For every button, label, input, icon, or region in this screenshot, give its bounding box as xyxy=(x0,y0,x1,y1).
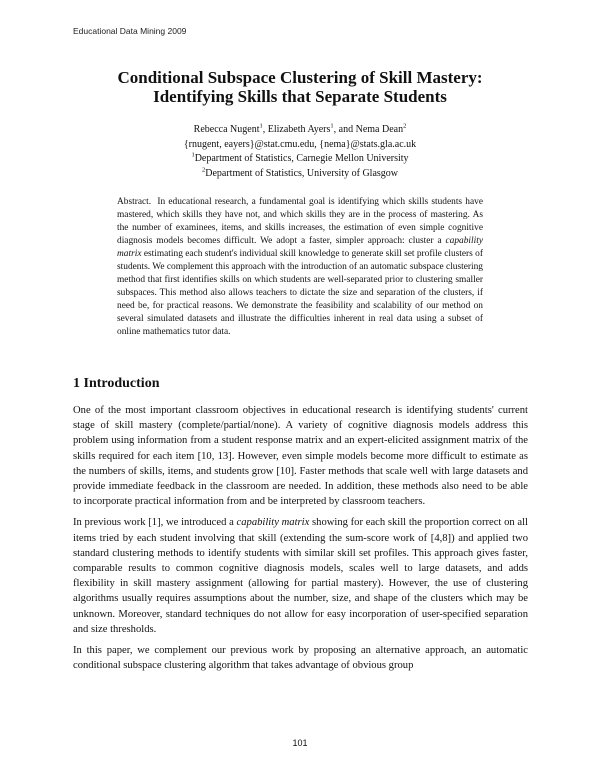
abstract-text-1: In educational research, a fundamental goal is identifying which skills students have mastered, which skills they have not, and which skills they are in the process of mastering. As the number of examinees, items, and skills increases, the estimation of even simple cognitive diagnosis models becomes difficult. We adopt a faster, simpler approach: cluster a xyxy=(117,197,483,246)
paragraph-1: One of the most important classroom objectives in educational research is identifying students' current stage of skill mastery (complete/partial/none). A variety of cognitive diagnosis models address this problem using information from a student response matrix and an expert-elicited assignment matrix of the skills required for each item [10, 13]. However, even simple models become more difficult to estimate as the numbers of skills, items, and students grow [10]. Faster methods that scale well with large datasets and provide immediate feedback in the classroom are needed. In addition, these methods also need to be able to incorporate practical information from and be interpreted by classroom teachers. xyxy=(73,405,528,508)
author-2-affiliation: 1 xyxy=(330,122,334,130)
affiliation-2: $^2$Department of Statistics, University of Glasgow xyxy=(202,166,398,179)
author-block xyxy=(100,123,500,181)
paragraph-2-emphasis: capability matrix xyxy=(236,517,310,529)
section-heading-introduction: 1 Introduction xyxy=(73,376,160,391)
page-number: 101 xyxy=(292,738,308,748)
abstract xyxy=(117,196,483,339)
running-header: Educational Data Mining 2009 xyxy=(73,26,187,36)
introduction-body xyxy=(73,403,528,679)
abstract-text-2: estimating each student's individual skill knowledge to generate skill set profile clusters of students. We complement this approach with the introduction of an automatic subspace clustering method that first identifies skills on which students are well-separated prior to clustering smaller subspaces. This method also allows teachers to dictate the size and separation of the clusters, if need be, for practical reasons. We demonstrate the feasibility and scalability of our method on several simulated datasets and illustrate the difficulties inherent in real data using a subset of online mathematics tutor data. xyxy=(117,249,483,337)
affiliation-1: $^1$Department of Statistics, Carnegie Mellon University xyxy=(191,151,409,164)
author-names xyxy=(100,123,500,138)
author-3-affiliation: 2 xyxy=(403,122,407,130)
author-3: , and Nema Dean xyxy=(333,124,404,135)
author-1: Rebecca Nugent xyxy=(193,124,260,135)
abstract-label: Abstract. xyxy=(117,197,152,207)
abstract-emphasis: capability matrix xyxy=(117,236,483,259)
author-2: , Elizabeth Ayers xyxy=(262,124,331,135)
paragraph-2: In previous work [1], we introduced a capability matrix showing for each skill the proportion correct on all items tried by each student involving that skill (extending the sum-score work of [4,8]) and applied two standard clustering methods to identify students with similar skill set profiles. This approach gives faster, comparable results to common cognitive diagnosis models, scales well to large datasets, and adds flexibility in skill mastery assignment (allowing for partial mastery). However, the use of clustering algorithms usually requires assumptions about the number, size, and shape of the clusters which may be unknown. Moreover, standard techniques do not allow for easy incorporation of user-specified separation and size thresholds. xyxy=(73,517,529,635)
author-1-affiliation: 1 xyxy=(259,122,263,130)
title-line-1: Conditional Subspace Clustering of Skill Mastery: xyxy=(117,68,483,87)
paper-title xyxy=(60,68,540,106)
author-emails: {rnugent, eayers}@stat.cmu.edu, {nema}@stats.gla.ac.uk xyxy=(183,138,417,150)
paragraph-3: In this paper, we complement our previous work by proposing an alternative approach, an automatic conditional subspace clustering algorithm that takes advantage of obvious group xyxy=(73,645,528,672)
title-line-2: Identifying Skills that Separate Students xyxy=(153,87,447,106)
